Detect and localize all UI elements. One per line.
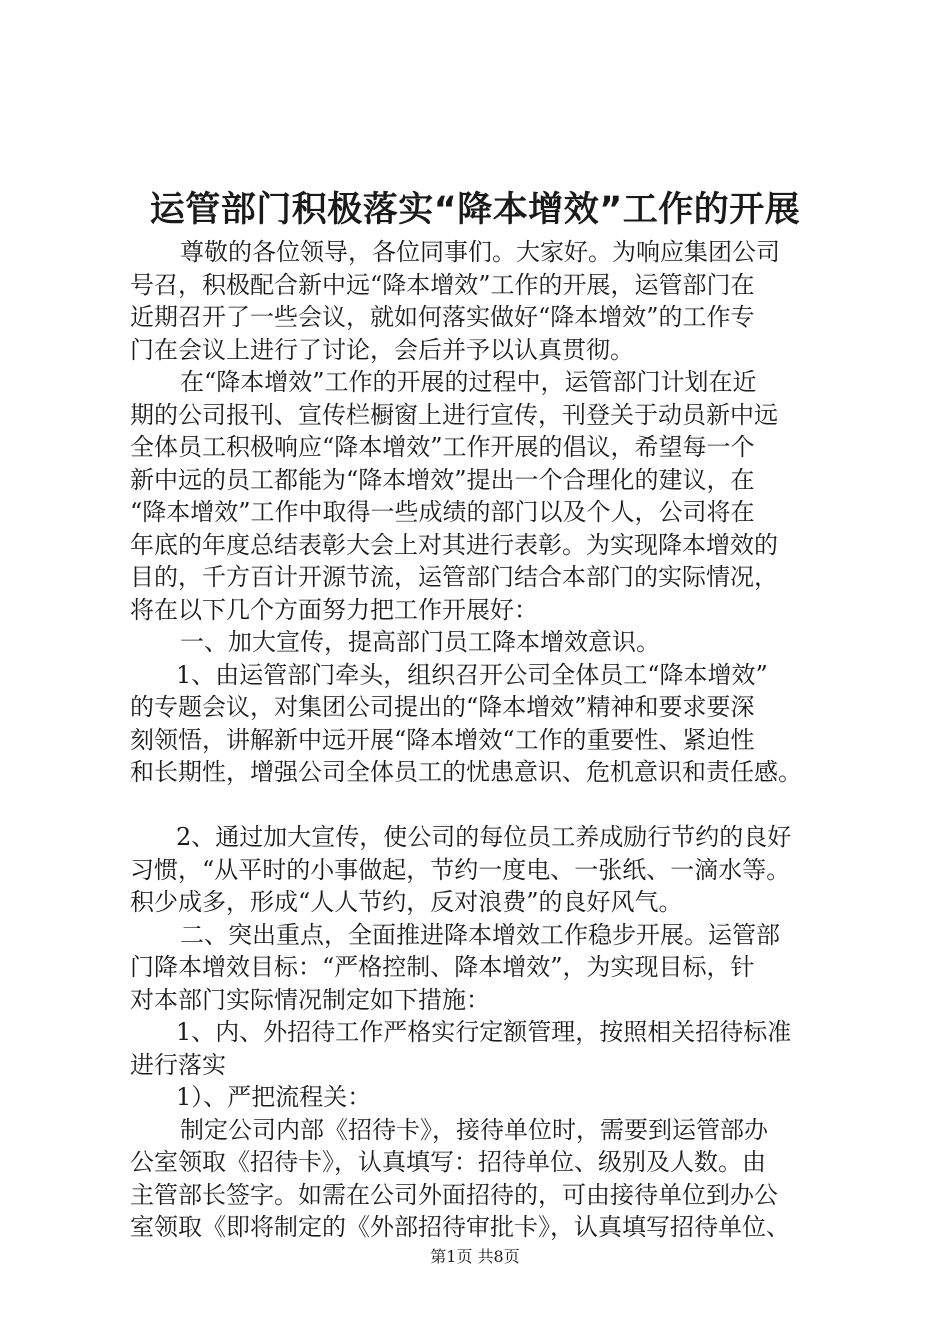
paragraph-line: “降本增效”工作中取得一些成绩的部门以及个人，公司将在 <box>130 498 755 526</box>
paragraph-line: 积少成多，形成“人人节约，反对浪费”的良好风气。 <box>130 888 683 916</box>
paragraph-line: 1）、严把流程关： <box>176 1083 372 1111</box>
paragraph-line: 全体员工积极响应“降本增效”工作开展的倡议，希望每一个 <box>130 433 755 461</box>
paragraph-line: 的专题会议，对集团公司提出的“降本增效”精神和要求要深 <box>130 693 755 721</box>
paragraph-line: 新中远的员工都能为“降本增效”提出一个合理化的建议，在 <box>130 465 755 494</box>
paragraph-line: 对本部门实际情况制定如下措施： <box>130 985 490 1014</box>
paragraph-line: 在“降本增效”工作的开展的过程中，运管部门计划在近 <box>180 368 757 396</box>
paragraph-line: 1、由运管部门牵头，组织召开公司全体员工“降本增效” <box>176 660 768 689</box>
paragraph-line: 室领取《即将制定的《外部招待审批卡》，认真填写招待单位、 <box>130 1213 790 1241</box>
paragraph-line: 和长期性，增强公司全体员工的忧患意识、危机意识和责任感。 <box>130 758 802 786</box>
paragraph-line: 进行落实 <box>130 1050 226 1079</box>
document-body <box>130 236 842 1244</box>
page-footer: 第1页 共8页 <box>430 1247 520 1266</box>
paragraph-line: 1、内、外招待工作严格实行定额管理，按照相关招待标准 <box>176 1018 792 1046</box>
paragraph-line: 制定公司内部《招待卡》，接待单位时，需要到运管部办 <box>180 1115 768 1144</box>
paragraph-line: 目的，千方百计开源节流，运管部门结合本部门的实际情况， <box>130 563 778 591</box>
paragraph-line: 尊敬的各位领导，各位同事们。大家好。为响应集团公司 <box>180 238 780 266</box>
paragraph-line: 2、通过加大宣传，使公司的每位员工养成励行节约的良好 <box>176 823 792 851</box>
document-title: 运管部门积极落实“降本增效”工作的开展 <box>149 190 801 230</box>
paragraph-line: 主管部长签字。如需在公司外面招待的，可由接待单位到办公 <box>130 1180 778 1209</box>
paragraph-line: 年底的年度总结表彰大会上对其进行表彰。为实现降本增效的 <box>130 530 778 559</box>
paragraph-line: 近期召开了一些会议，就如何落实做好“降本增效”的工作专 <box>130 303 755 331</box>
paragraph-line: 期的公司报刊、宣传栏橱窗上进行宣传，刊登关于动员新中远 <box>130 400 778 429</box>
paragraph-line: 公室领取《招待卡》，认真填写：招待单位、级别及人数。由 <box>130 1148 766 1176</box>
section-heading: 二、突出重点，全面推进降本增效工作稳步开展。运管部 <box>180 920 780 949</box>
blank-line <box>130 789 842 822</box>
paragraph-line: 号召，积极配合新中远“降本增效”工作的开展，运管部门在 <box>130 270 755 299</box>
paragraph-line: 习惯，“从平时的小事做起，节约一度电、一张纸、一滴水等。 <box>130 855 791 884</box>
paragraph-line: 将在以下几个方面努力把工作开展好： <box>130 595 538 624</box>
paragraph-line: 门降本增效目标：“严格控制、降本增效”，为实现目标，针 <box>130 953 755 981</box>
paragraph-line: 门在会议上进行了讨论，会后并予以认真贯彻。 <box>130 335 634 364</box>
paragraph-line: 刻领悟，讲解新中远开展“降本增效“工作的重要性、紧迫性 <box>130 725 755 754</box>
section-heading: 一、加大宣传，提高部门员工降本增效意识。 <box>180 628 660 656</box>
